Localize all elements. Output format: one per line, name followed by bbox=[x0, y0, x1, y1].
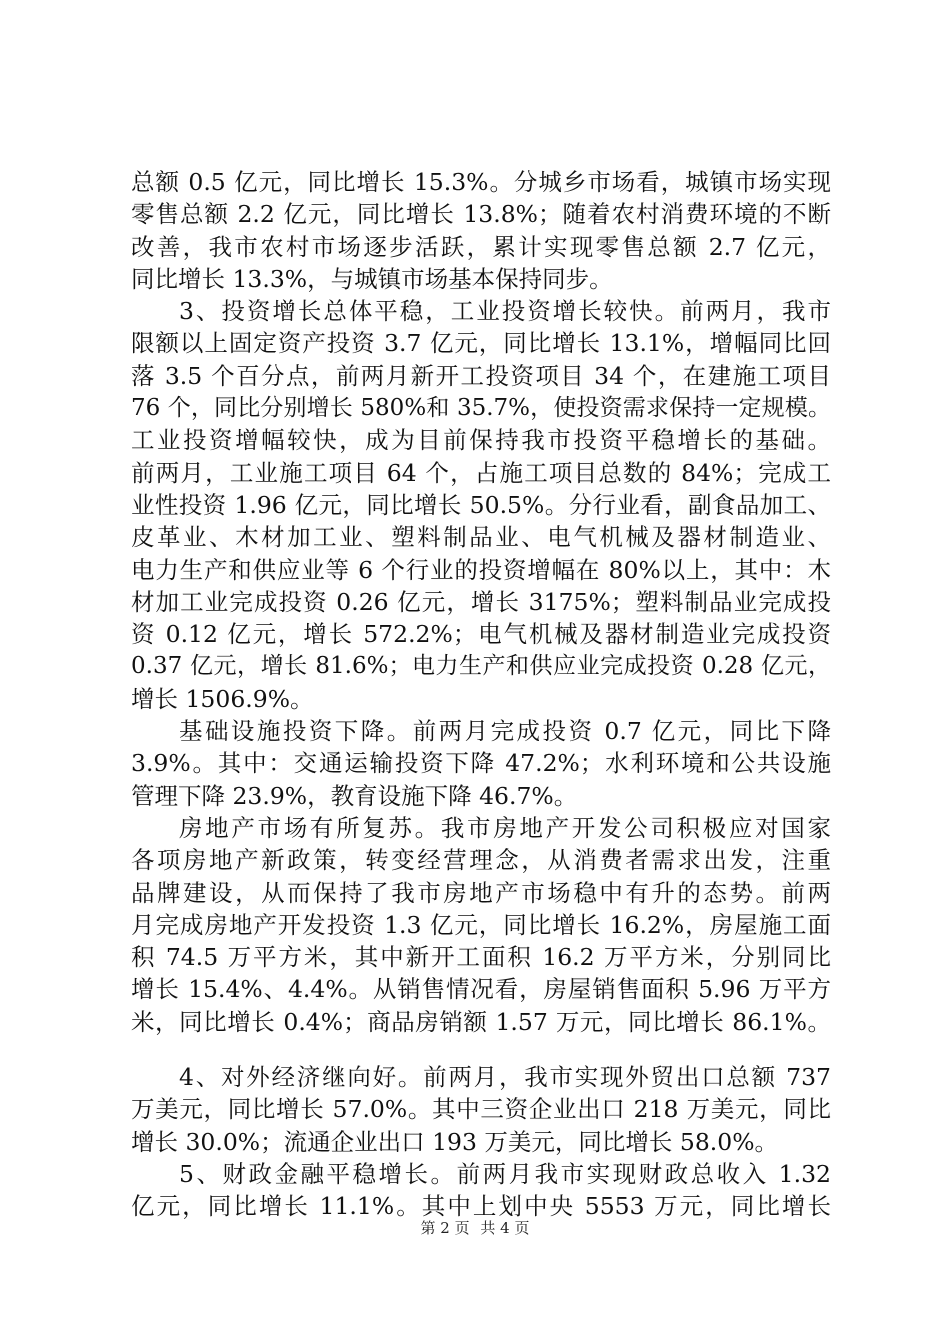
section-heading-line: 5、财政金融平稳增长。前两月我市实现财政总收入 1.32 bbox=[179, 1159, 831, 1188]
text-line: 万美元，同比增长 57.0%。其中三资企业出口 218 万美元，同比 bbox=[131, 1095, 831, 1124]
text-line: 增长 15.4%、4.4%。从销售情况看，房屋销售面积 5.96 万平方 bbox=[131, 975, 831, 1004]
page-number: 第 2 页 bbox=[420, 1219, 470, 1237]
text-line: 76 个，同比分别增长 580%和 35.7%，使投资需求保持一定规模。 bbox=[131, 395, 831, 422]
text-line: 品牌建设，从而保持了我市房地产市场稳中有升的态势。前两 bbox=[131, 878, 831, 907]
section-heading-line: 4、对外经济继向好。前两月，我市实现外贸出口总额 737 bbox=[179, 1063, 831, 1092]
document-body bbox=[131, 166, 831, 1223]
text-line: 材加工业完成投资 0.26 亿元，增长 3175%；塑料制品业完成投 bbox=[131, 587, 831, 616]
text-line: 前两月，工业施工项目 64 个，占施工项目总数的 84%；完成工 bbox=[131, 458, 831, 487]
text-line: 改善，我市农村市场逐步活跃，累计实现零售总额 2.7 亿元， bbox=[131, 232, 831, 261]
text-line: 米，同比增长 0.4%；商品房销额 1.57 万元，同比增长 86.1%。 bbox=[131, 1007, 831, 1036]
text-line: 落 3.5 个百分点，前两月新开工投资项目 34 个，在建施工项目 bbox=[131, 361, 831, 390]
text-line: 电力生产和供应业等 6 个行业的投资增幅在 80%以上，其中：木 bbox=[131, 555, 831, 584]
text-line: 总额 0.5 亿元，同比增长 15.3%。分城乡市场看，城镇市场实现 bbox=[131, 168, 831, 196]
text-line: 同比增长 13.3%，与城镇市场基本保持同步。 bbox=[131, 264, 613, 293]
text-line: 限额以上固定资产投资 3.7 亿元，同比增长 13.1%，增幅同比回 bbox=[131, 329, 831, 358]
text-line: 管理下降 23.9%，教育设施下降 46.7%。 bbox=[131, 781, 578, 810]
paragraph-start-line: 房地产市场有所复苏。我市房地产开发公司积极应对国家 bbox=[179, 813, 831, 842]
text-line: 0.37 亿元，增长 81.6%；电力生产和供应业完成投资 0.28 亿元， bbox=[131, 653, 831, 680]
text-line: 增长 1506.9%。 bbox=[131, 684, 314, 713]
text-line: 零售总额 2.2 亿元，同比增长 13.8%；随着农村消费环境的不断 bbox=[131, 200, 831, 229]
text-line: 皮革业、木材加工业、塑料制品业、电气机械及器材制造业、 bbox=[131, 523, 831, 552]
text-line: 工业投资增幅较快，成为目前保持我市投资平稳增长的基础。 bbox=[131, 426, 831, 455]
text-line: 业性投资 1.96 亿元，同比增长 50.5%。分行业看，副食品加工、 bbox=[131, 490, 831, 519]
paragraph-gap bbox=[131, 1038, 831, 1061]
text-line: 增长 30.0%；流通企业出口 193 万美元，同比增长 58.0%。 bbox=[131, 1127, 779, 1156]
text-line: 资 0.12 亿元，增长 572.2%；电气机械及器材制造业完成投资 bbox=[131, 620, 831, 649]
paragraph-start-line: 基础设施投资下降。前两月完成投资 0.7 亿元，同比下降 bbox=[179, 717, 831, 746]
text-line: 3.9%。其中：交通运输投资下降 47.2%；水利环境和公共设施 bbox=[131, 749, 831, 778]
text-line: 各项房地产新政策，转变经营理念，从消费者需求出发，注重 bbox=[131, 846, 831, 875]
page-footer bbox=[0, 1217, 950, 1238]
section-heading-line: 3、投资增长总体平稳，工业投资增长较快。前两月，我市 bbox=[179, 297, 831, 326]
text-line: 亿元，同比增长 11.1%。其中上划中央 5553 万元，同比增长 bbox=[131, 1192, 831, 1221]
text-line: 积 74.5 万平方米，其中新开工面积 16.2 万平方米，分别同比 bbox=[131, 943, 831, 972]
page-total: 共 4 页 bbox=[480, 1219, 530, 1237]
text-line: 月完成房地产开发投资 1.3 亿元，同比增长 16.2%，房屋施工面 bbox=[131, 910, 831, 939]
